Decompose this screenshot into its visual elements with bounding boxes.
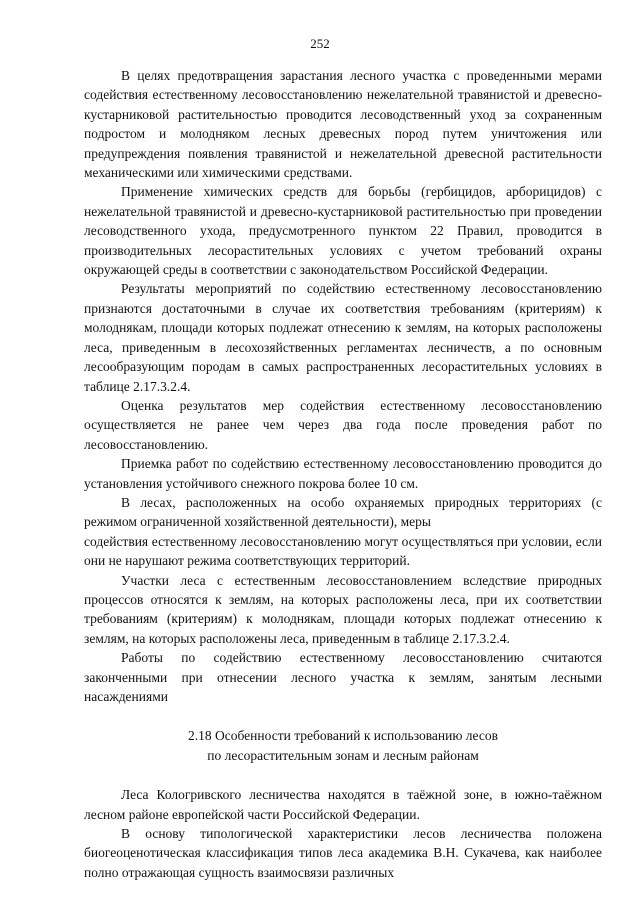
paragraph: Леса Кологривского лесничества находятся в таёжной зоне, в южно-таёжном лесном районе европейской части Российской Федерации.	[84, 787, 602, 822]
paragraph: В целях предотвращения зарастания лесного участка с проведенными мерами содействия естественному лесовосстановлению нежелательной травянистой и древесно-кустарниковой растительностью проводится лесоводственный уход за сохраненным подростом и молодняком лесных древесных пород путем уничтожения или предупреждения появления травянистой и нежелательной древесной растительности механическими или химическими средствами.	[84, 68, 602, 181]
section-heading-line: по лесорастительным зонам и лесным районам	[207, 747, 479, 763]
page-number: 252	[310, 36, 330, 51]
paragraph: Работы по содействию естественному лесовосстановлению считаются законченными при отнесении лесного участка к землям, занятым лесными насаждениями	[84, 650, 602, 704]
paragraph: В лесах, расположенных на особо охраняемых природных территориях (с режимом ограниченной хозяйственной деятельности), меры	[84, 494, 602, 530]
paragraph: Результаты мероприятий по содействию естественному лесовосстановлению признаются достаточными в случае их соответствия требованиям (критериям) к молоднякам, площади которых подлежат отнесению к землям, на которых расположены леса, приведенным в лесохозяйственных регламентах лесничеств, а по основным лесообразующим породам в самых распространенных лесорастительных условиях в таблице 2.17.3.2.4.	[84, 281, 602, 394]
paragraph: Приемка работ по содействию естественному лесовосстановлению проводится до установления устойчивого снежного покрова более 10 см.	[84, 456, 602, 491]
paragraph: Оценка результатов мер содействия естественному лесовосстановлению осуществляется не ранее чем через два года после проведения работ по лесовосстановлению.	[84, 397, 602, 452]
document-body	[84, 66, 602, 882]
paragraph: Участки леса с естественным лесовосстановлением вследствие природных процессов относятся к землям, на которых расположены леса, при их соответствии требованиям (критериям) к молоднякам, площади которых подлежат отнесению к землям, на которых расположены леса, приведенным в таблице 2.17.3.2.4.	[84, 572, 602, 646]
paragraph: В основу типологической характеристики лесов лесничества положена биогеоценотическая классификация типов леса академика В.Н. Сукачева, как наиболее полно отражающая сущность взаимосвязи различных	[84, 826, 602, 880]
paragraph: Применение химических средств для борьбы (гербицидов, арборицидов) с нежелательной травянистой и древесно-кустарниковой растительностью при проведении лесоводственного ухода, предусмотренного пунктом 22 Правил, проводится в производительных лесорастительных условиях с учетом требований охраны окружающей среды в соответствии с законодательством Российской Федерации.	[84, 184, 602, 278]
section-heading	[84, 726, 602, 765]
paragraph-continuation: содействия естественному лесовосстановлению могут осуществляться при условии, если они не нарушают режима соответствующих территорий.	[84, 533, 602, 569]
section-heading-line: 2.18 Особенности требований к использованию лесов	[188, 728, 498, 744]
